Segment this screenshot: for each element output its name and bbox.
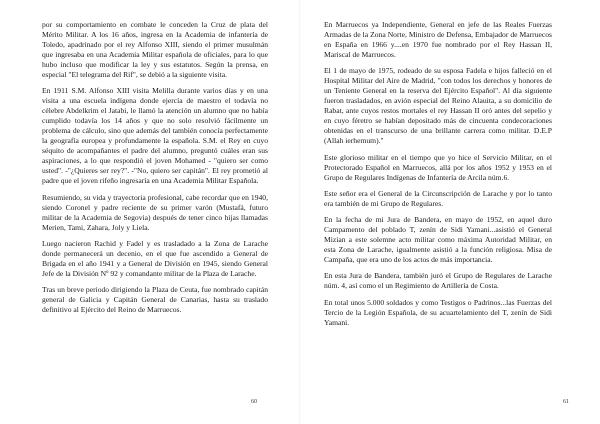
paragraph: por su comportamiento en combate le conceden la Cruz de plata del Mérito Militar. A los 16 años, ingresa en la Academia de infantería de Toledo, apadrinado por el rey Alfonso XIII, siendo el primer musulmán que ingresaba en una Academia Militar española de oficiales, para lo que hubo incluso que modificar la ley y sus estatutos. Según la prensa, en especial "El telegrama del Rif", se debió a la siguiente visita.: [42, 20, 268, 80]
paragraph: En total unos 5.000 soldados y como Testigos o Padrinos...las Fuerzas del Tercio de la Legión Española, de su acuartelamiento del T, zenín de Sidi Yamani.: [324, 297, 552, 327]
paragraph: En esta Jura de Bandera, también juró el Grupo de Regulares de Larache núm. 4, así como el un Regimiento de Artillería de Costa.: [324, 271, 552, 291]
right-page-text-column: [324, 20, 552, 334]
paragraph: Este glorioso militar en el tiempo que yo hice el Servicio Militar, en el Protectorado Español en Marruecos, allá por los años 1952 y 1953 en el Grupo de Regulares Indígenas de Infantería de Arcila núm.6.: [324, 152, 552, 182]
paragraph: En Marruecos ya Independiente, General en jefe de las Reales Fuerzas Armadas de la Zona Norte, Ministro de Defensa, Embajador de Marruecos en España en 1966 y....en 1970 fue nombrado por el Rey Hassan II, Mariscal de Marruecos.: [324, 20, 552, 60]
paragraph: El 1 de mayo de 1975, rodeado de su esposa Fadela e hijos falleció en el Hospital Militar del Aire de Madrid, "con todos los derechos y honores de un Teniente General en la reserva del Ejército Español". Al día siguiente fueron trasladados, en avión especial del Reino Alauita, a su domicilio de Rabat, ante cuyos restos mortales el rey Hassan II oró antes del sepelio y en cuyo féretro se habían depositado más de cincuenta condecoraciones obtenidas en el transcurso de una brillante carrera como militar. D.E.P (Allah ierhemum).": [324, 66, 552, 146]
left-page-text-column: [42, 20, 268, 321]
paragraph: Tras un breve periodo dirigiendo la Plaza de Ceuta, fue nombrado capitán general de Galicia y Capitán General de Canarias, hasta su traslado definitivo al Ejército del Reino de Marruecos.: [42, 285, 268, 315]
paragraph: Resumiendo, su vida y trayectoria profesional, cabe recordar que en 1940, siendo Coronel y padre reciente de su primer varón (Mustafá, futuro militar de la Academia de Segovia) después de tener cinco hijas llamadas Merien, Tami, Zahara, Joly y Liela.: [42, 192, 268, 232]
paragraph: En 1911 S.M. Alfonso XIII visita Melilla durante varios días y en una visita a una escuela indígena donde ejercía de maestro el todavía no célebre Abdelkrim el Jatabi, le llamó la atención un alumno que no había cumplido todavía los 14 años y que no solo resolvió fácilmente un problema de cálculo, sino que además del también conocía perfectamente la geografía europea y profundamente la española. S.M. el Rey en cuyo séquito de acompañantes el padre del alumno, preguntó cuáles eran sus aspiraciones, a lo que respondió el joven Mohamed - "quiero ser como usted". -"¿Quieres ser rey?". -"No, quiero ser capitán". El rey prometió al padre que el joven rifeño ingresaría en una Academia Militar Española.: [42, 86, 268, 186]
page-number: 61: [563, 399, 569, 405]
right-page: [300, 0, 600, 424]
paragraph: Este señor era el General de la Circunscripción de Larache y por lo tanto era también de mi Grupo de Regulares.: [324, 188, 552, 208]
paragraph: Luego nacieron Rachid y Fadel y es trasladado a la Zona de Larache donde permanecerá un decenio, en el que fue ascendido a General de Brigada en el año 1941 y a General de División en 1945, siendo General Jefe de la División Nº 92 y comandante militar de la Plaza de Larache.: [42, 238, 268, 278]
page-number: 60: [251, 399, 257, 405]
paragraph: En la fecha de mi Jura de Bandera, en mayo de 1952, en aquel duro Campamento del poblado T, zenín de Sidi Yamani...asistió el General Mizian a este solemne acto militar como máxima Autoridad Militar, en esta Zona de Larache, igualmente asistió a la función religiosa. Misa de Campaña, que era uno de los actos de más importancia.: [324, 215, 552, 265]
